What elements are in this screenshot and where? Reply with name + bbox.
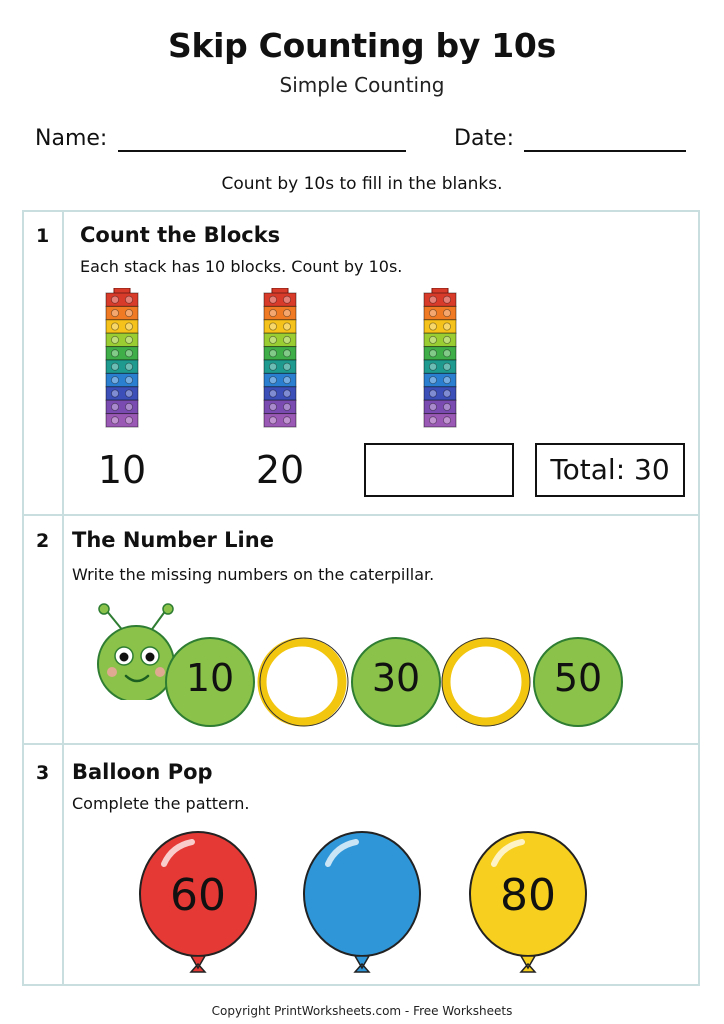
block-dot — [443, 390, 450, 397]
block — [106, 293, 138, 306]
block-dot — [125, 310, 132, 317]
block-dot — [443, 363, 450, 370]
block-stack-3 — [422, 288, 458, 436]
block — [424, 333, 456, 346]
block-dot — [429, 403, 436, 410]
block-dot — [269, 336, 276, 343]
block-dot — [429, 390, 436, 397]
block — [106, 373, 138, 386]
block-dot — [111, 310, 118, 317]
block-dot — [125, 336, 132, 343]
section-divider — [22, 514, 700, 516]
block-dot — [111, 417, 118, 424]
block — [424, 347, 456, 360]
block — [106, 400, 138, 413]
block-dot — [283, 377, 290, 384]
block-dot — [283, 336, 290, 343]
block-dot — [429, 323, 436, 330]
section-divider — [22, 743, 700, 745]
block — [424, 320, 456, 333]
block-dot — [125, 403, 132, 410]
balloon-number: 80 — [500, 870, 556, 921]
block — [106, 320, 138, 333]
block — [106, 347, 138, 360]
block-dot — [429, 350, 436, 357]
block-dot — [443, 323, 450, 330]
block — [264, 360, 296, 373]
block-dot — [269, 417, 276, 424]
block — [264, 347, 296, 360]
block — [424, 387, 456, 400]
block-dot — [111, 336, 118, 343]
section-title: Count the Blocks — [80, 223, 281, 247]
copyright: Copyright PrintWorksheets.com - Free Worksheets — [211, 1004, 513, 1018]
block — [106, 387, 138, 400]
number-column-divider — [62, 514, 64, 986]
date-field[interactable] — [524, 150, 686, 152]
block — [264, 320, 296, 333]
date-label: Date: — [454, 126, 514, 151]
instructions: Count by 10s to fill in the blanks. — [221, 174, 503, 194]
block-dot — [111, 350, 118, 357]
caterpillar-number: 30 — [371, 656, 421, 700]
name-label: Name: — [35, 126, 108, 151]
caterpillar-blank[interactable] — [258, 646, 338, 718]
block — [106, 333, 138, 346]
balloon-knot — [355, 956, 369, 972]
answer-box[interactable] — [364, 443, 514, 497]
block-dot — [443, 403, 450, 410]
block-dot — [283, 323, 290, 330]
block-dot — [443, 310, 450, 317]
section-description: Complete the pattern. — [72, 794, 250, 813]
number-column-divider — [62, 210, 64, 516]
block-dot — [111, 323, 118, 330]
name-field[interactable] — [118, 150, 406, 152]
balloon-knot — [191, 956, 205, 972]
stack-label: 20 — [255, 448, 305, 492]
section-number: 3 — [36, 762, 50, 784]
stack-label: 10 — [97, 448, 147, 492]
block-dot — [111, 403, 118, 410]
block-dot — [429, 363, 436, 370]
block-dot — [283, 390, 290, 397]
block — [106, 414, 138, 427]
block-dot — [429, 336, 436, 343]
block-dot — [111, 377, 118, 384]
block — [424, 400, 456, 413]
block-dot — [283, 310, 290, 317]
section-number: 2 — [36, 530, 50, 552]
block-dot — [269, 296, 276, 303]
block-dot — [125, 390, 132, 397]
block-dot — [429, 310, 436, 317]
block-dot — [111, 296, 118, 303]
caterpillar-blank[interactable] — [444, 646, 524, 718]
block — [424, 306, 456, 319]
block — [424, 414, 456, 427]
block-dot — [269, 310, 276, 317]
block — [424, 360, 456, 373]
block-dot — [125, 363, 132, 370]
block — [424, 373, 456, 386]
block-dot — [283, 417, 290, 424]
block-dot — [429, 377, 436, 384]
page-title: Skip Counting by 10s — [168, 26, 556, 65]
block-dot — [443, 417, 450, 424]
page-subtitle: Simple Counting — [279, 73, 445, 97]
block-dot — [269, 363, 276, 370]
block-dot — [283, 296, 290, 303]
balloon-knot — [521, 956, 535, 972]
section-number: 1 — [36, 225, 50, 247]
block — [264, 387, 296, 400]
block-dot — [443, 350, 450, 357]
block-dot — [283, 363, 290, 370]
block-dot — [125, 377, 132, 384]
block-dot — [429, 296, 436, 303]
block-dot — [443, 377, 450, 384]
block-dot — [269, 377, 276, 384]
block-dot — [443, 336, 450, 343]
block-dot — [269, 390, 276, 397]
block-dot — [283, 350, 290, 357]
block-stack-2 — [262, 288, 298, 436]
total-box: Total: 30 — [535, 443, 685, 497]
block — [264, 400, 296, 413]
section-title: The Number Line — [72, 528, 274, 552]
block — [264, 306, 296, 319]
block — [106, 306, 138, 319]
block — [106, 360, 138, 373]
balloon-number: 60 — [170, 870, 226, 921]
caterpillar-number: 10 — [185, 656, 235, 700]
block-stack-1 — [104, 288, 140, 436]
block-dot — [125, 323, 132, 330]
block — [264, 333, 296, 346]
block-dot — [111, 363, 118, 370]
block-dot — [429, 417, 436, 424]
block-dot — [269, 403, 276, 410]
balloon[interactable] — [300, 830, 424, 976]
block — [264, 293, 296, 306]
block-dot — [269, 323, 276, 330]
block-dot — [125, 350, 132, 357]
block — [424, 293, 456, 306]
balloon-body — [304, 832, 420, 956]
block — [264, 414, 296, 427]
section-title: Balloon Pop — [72, 760, 213, 784]
block-dot — [269, 350, 276, 357]
block-dot — [111, 390, 118, 397]
block-dot — [283, 403, 290, 410]
block-dot — [443, 296, 450, 303]
caterpillar-number: 50 — [553, 656, 603, 700]
section-description: Each stack has 10 blocks. Count by 10s. — [80, 257, 403, 276]
block — [264, 373, 296, 386]
block-dot — [125, 296, 132, 303]
section-description: Write the missing numbers on the caterpillar. — [72, 565, 435, 584]
block-dot — [125, 417, 132, 424]
